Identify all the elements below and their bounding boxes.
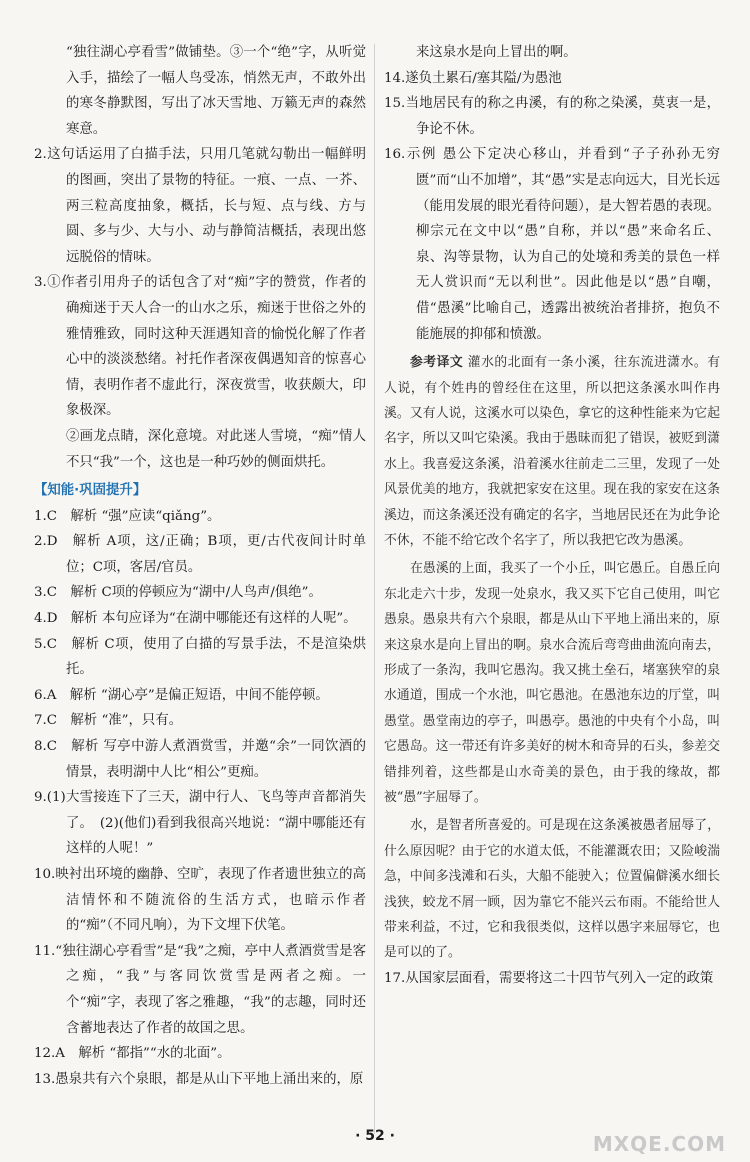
answer-2-choice: 2.D 解析 A项，这/正确；B项，更/古代夜间计时单位；C项，客居/官员。 <box>34 534 366 575</box>
answer-8: 8.C 解析 写亭中游人煮酒赏雪，并邀“余”一同饮酒的情景，表明湖中人比“相公”更痴。 <box>34 739 366 780</box>
watermark-logo: MXQE.COM <box>592 1132 726 1156</box>
answer-15: 15.当地居民有的称之冉溪，有的称之染溪，莫衷一是，争论不休。 <box>384 96 720 137</box>
translation-para-2: 在愚溪的上面，我买了一个小丘，叫它愚丘。自愚丘向东北走六十步，发现一处泉水，我又买下它自己使用，叫它愚泉。愚泉共有六个泉眼，都是从山下平地上涌出来的，原来这泉水是向上冒出的啊。泉水合流后弯弯曲曲流向南去，形成了一条沟，我叫它愚沟。我又挑土垒石，堵塞狭窄的泉水通道，围成一个水池，叫它愚池。在愚池东边的厅堂，叫愚堂。愚堂南边的亭子，叫愚亭。愚池的中央有个小岛，叫它愚岛。这一带还有许多美好的树木和奇异的石头，参差交错排列着，这些都是山水奇美的景色，由于我的缘故，都被“愚”字屈辱了。 <box>384 561 720 806</box>
answer-7: 7.C 解析 “准”，只有。 <box>34 713 183 729</box>
answer-13-continued: 来这泉水是向上冒出的啊。 <box>416 45 577 60</box>
translation-para-1 <box>384 350 720 553</box>
column-divider <box>374 44 375 1134</box>
answer-3-choice: 3.C 解析 C项的停顿应为“湖中/人鸟声/俱绝”。 <box>34 585 322 601</box>
answer-4: 4.D 解析 本句应译为“在湖中哪能还有这样的人呢”。 <box>34 611 357 627</box>
answer-1: 1.C 解析 “强”应读“qiǎng”。 <box>34 508 221 524</box>
left-column <box>34 40 366 1092</box>
answer-9: 9.(1)大雪接连下了三天，湖中行人、飞鸟等声音都消失了。 (2)(他们)看到我很高兴地说：“湖中哪能还有这样的人呢！” <box>34 790 366 857</box>
right-column <box>384 40 720 991</box>
translation-label: 参考译文 <box>410 355 464 371</box>
answer-10: 10.映衬出环境的幽静、空旷，表现了作者遗世独立的高洁情怀和不随流俗的生活方式，也暗示作者的“痴”（不同凡响），为下文埋下伏笔。 <box>34 867 366 934</box>
answer-3-part1: 3.①作者引用舟子的话包含了对“痴”字的赞赏，作者的确痴迷于天人合一的山水之乐，痴迷于世俗之外的雅情雅致，同时这种天涯遇知音的愉悦化解了作者心中的淡淡愁绪。衬托作者深夜偶遇知音的惊喜心情，表明作者不虚此行，深夜赏雪，收获颇大，印象极深。 <box>34 275 366 419</box>
answer-3-part2: ②画龙点睛，深化意境。对此迷人雪境，“痴”情人不只“我”一个，这也是一种巧妙的侧面烘托。 <box>66 428 366 470</box>
answer-12: 12.A 解析 “都指”“水的北面”。 <box>34 1046 231 1062</box>
answer-13: 13.愚泉共有六个泉眼，都是从山下平地上涌出来的，原 <box>34 1071 364 1087</box>
translation-para-3: 水，是智者所喜爱的。可是现在这条溪被愚者屈辱了，什么原因呢？由于它的水道太低，不能灌溉农田；又险峻湍急，中间多浅滩和石头，大船不能驶入；位置偏僻溪水细长浅狭，蛟龙不屑一顾，因为靠它不能兴云布雨。不能给世人带来利益，不过，它和我很类似，这样以愚字来屈辱它，也是可以的了。 <box>384 818 720 961</box>
answer-6: 6.A 解析 “湖心亭”是偏正短语，中间不能停顿。 <box>34 687 329 703</box>
answer-16: 16.示例 愚公下定决心移山，并看到“子子孙孙无穷匮”而“山不加增”，其“愚”实是志向远大，目光长远（能用发展的眼光看待问题），是大智若愚的表现。柳宗元在文中以“愚”自称，并以“愚”来命名丘、泉、沟等景物，认为自己的处境和秀美的景色一样无人赏识而“无以利世”。因此他是以“愚”自嘲，借“愚溪”比喻自己，透露出被统治者排挤，抱负不能施展的抑郁和愤激。 <box>384 147 720 342</box>
answer-17: 17.从国家层面看，需要将这二十四节气列入一定的政策 <box>384 970 714 986</box>
translation-text-1: 灌水的北面有一条小溪，往东流进潇水。有人说，有个姓冉的曾经住在这里，所以把这条溪水叫作冉溪。又有人说，这溪水可以染色，拿它的这种性能来为它起名字，所以又叫它染溪。我由于愚昧而犯了错误，被贬到潇水上。我喜爱这条溪，沿着溪水往前走二三里，发现了一处风景优美的地方，我就把家安在这里。现在我的家安在这条溪边，而这条溪还没有确定的名字，当地居民还在为此争论不休，不能不给它改个名字了，所以我把它改为愚溪。 <box>384 355 721 548</box>
answer-5: 5.C 解析 C项，使用了白描的写景手法，不是渲染烘托。 <box>34 636 366 678</box>
section-heading: 【知能·巩固提升】 <box>34 483 147 499</box>
reference-translation <box>384 350 720 966</box>
answer-11: 11.“独往湖心亭看雪”是“我”之痴，亭中人煮酒赏雪是客之痴，“我”与客同饮赏雪是两者之痴。一个“痴”字，表现了客之雅趣，“我”的志趣，同时还含蓄地表达了作者的故国之思。 <box>34 943 366 1036</box>
page-number: · 52 · <box>355 1128 395 1144</box>
continued-answer: “独往湖心亭看雪”做铺垫。③一个“绝”字，从听觉入手，描绘了一幅人鸟受冻，悄然无声，不敢外出的寒冬静默图，写出了冰天雪地、万籁无声的森然寒意。 <box>66 45 366 137</box>
answer-14: 14.遂负土累石/塞其隘/为愚池 <box>384 70 562 86</box>
answer-2: 2.这句话运用了白描手法，只用几笔就勾勒出一幅鲜明的图画，突出了景物的特征。一痕、一点、一芥、两三粒高度抽象，概括，长与短、点与线、方与圆、多与少、大与小、动与静简洁概括，表现出悠远脱俗的情味。 <box>34 147 366 265</box>
